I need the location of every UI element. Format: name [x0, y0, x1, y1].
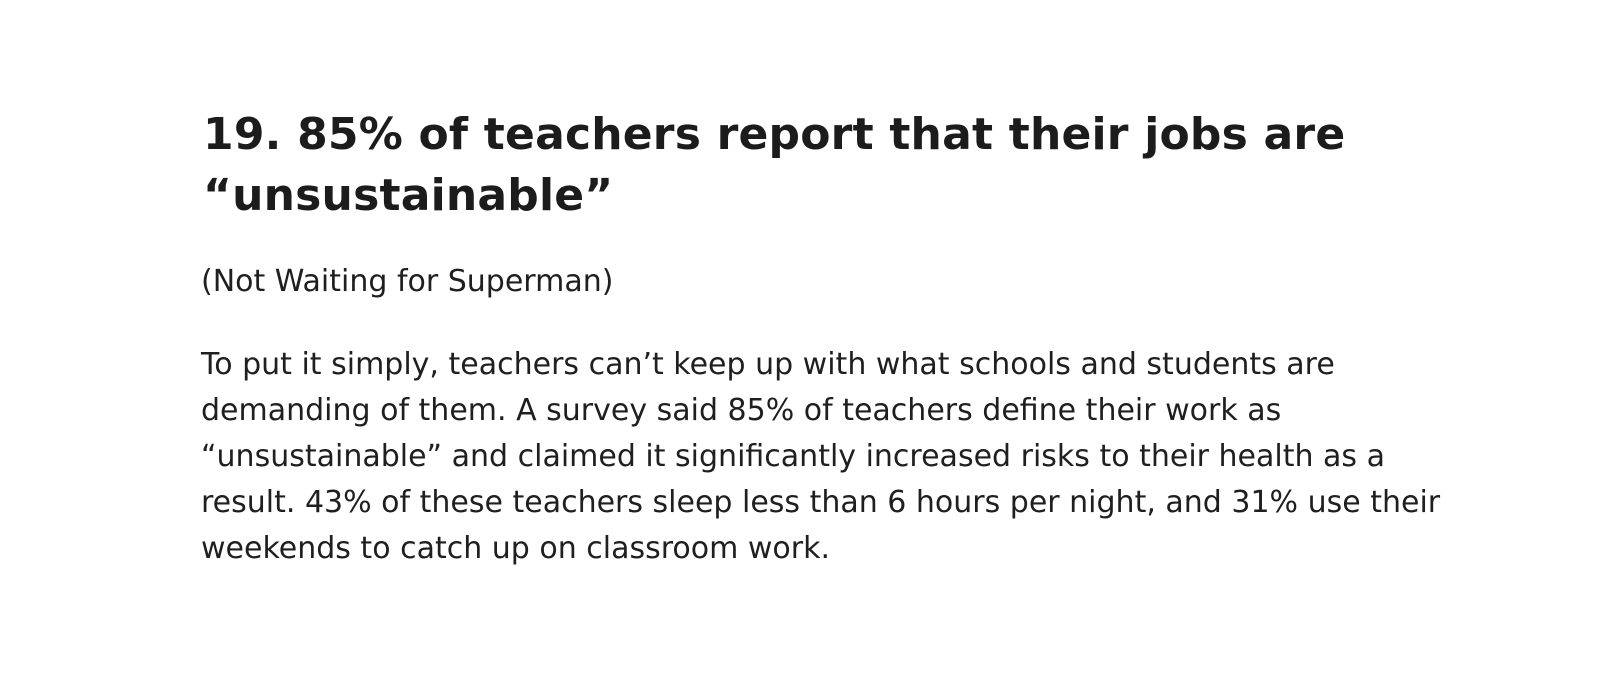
body-paragraph: To put it simply, teachers can’t keep up with what schools and students are demanding of them. A survey said 85% of teachers define their work as “unsustainable” and claimed it significantly increased risks to their health as a result. 43% of these teachers sleep less than 6 hours per night, and 31% use their weekends to catch up on classroom work.: [201, 347, 1441, 566]
source-attribution: (Not Waiting for Superman): [201, 264, 614, 299]
section-heading: 19. 85% of teachers report that their jobs are “unsustainable”: [203, 109, 1346, 221]
article-section: [203, 104, 1443, 572]
